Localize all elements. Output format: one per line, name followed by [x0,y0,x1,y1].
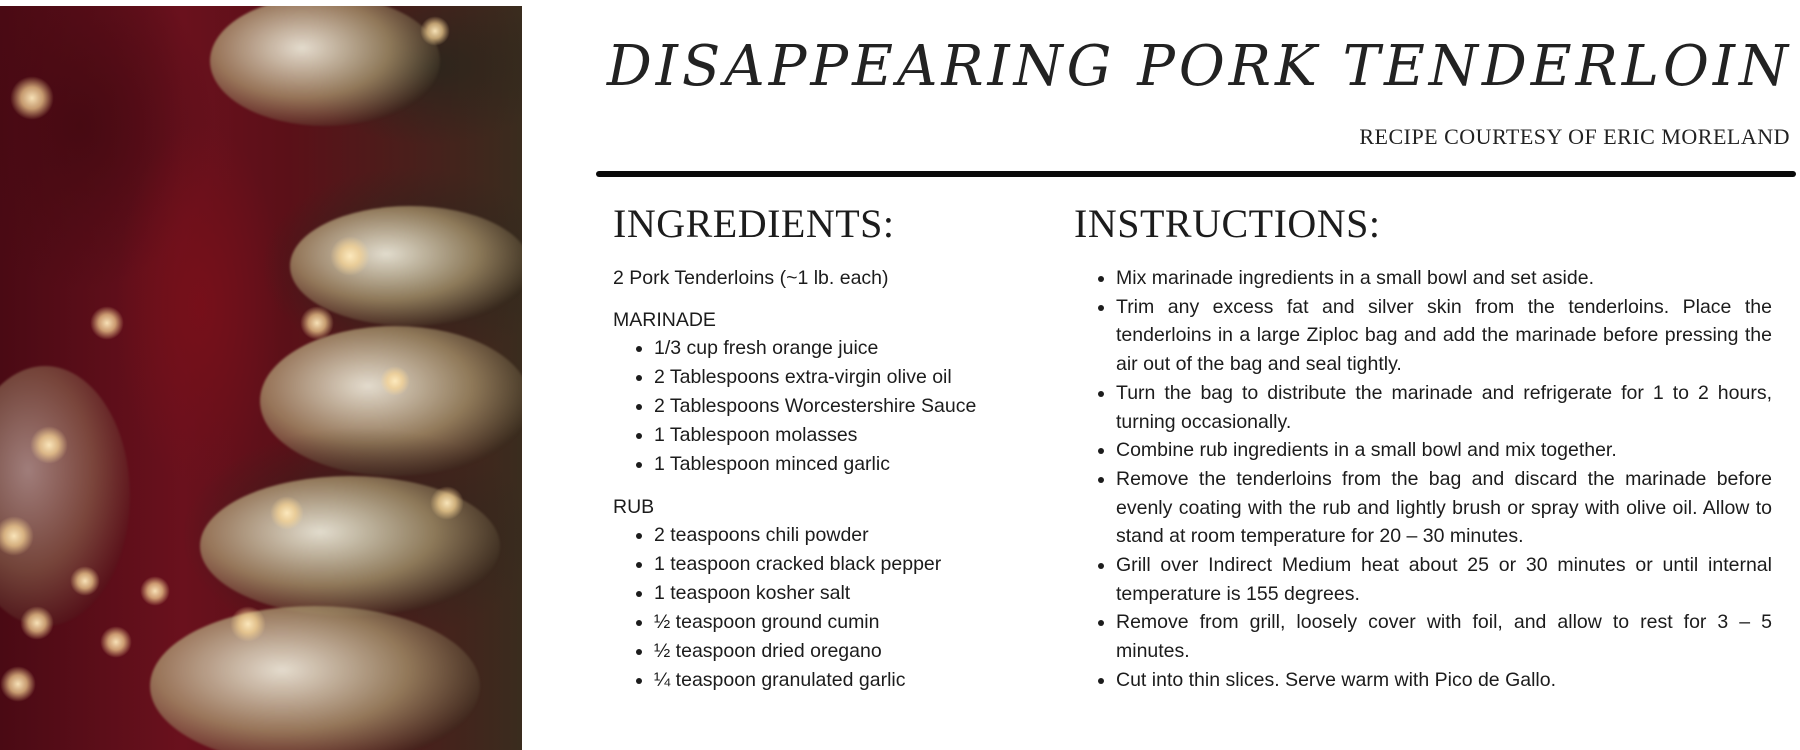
instruction-step: • Remove the tenderloins from the bag and discard the marinade before evenly coating with the rub and lightly brush or spray with olive oil. Allow to stand at room temperature for 20 – 30 minutes. [1116,465,1772,551]
marinade-item: • 1 Tablespoon molasses [654,421,1053,450]
marinade-item: • 1 Tablespoon minced garlic [654,450,1053,479]
marinade-item: • 1/3 cup fresh orange juice [654,334,1053,363]
instruction-step: • Combine rub ingredients in a small bowl and mix together. [1116,436,1772,465]
rub-item: • 2 teaspoons chili powder [654,521,1053,550]
recipe-title: DISAPPEARING PORK TENDERLOIN [606,34,1792,99]
marinade-label: MARINADE [613,309,716,331]
marinade-item: • 2 Tablespoons Worcestershire Sauce [654,392,1053,421]
instruction-step: • Turn the bag to distribute the marinade and refrigerate for 1 to 2 hours, turning occasionally. [1116,379,1772,436]
rub-item: • 1 teaspoon kosher salt [654,579,1053,608]
instruction-step: • Remove from grill, loosely cover with foil, and allow to rest for 3 – 5 minutes. [1116,608,1772,665]
ingredients-section [613,200,1053,709]
marinade-list [613,334,1053,479]
instructions-section [1074,200,1772,695]
rub-list [613,521,1053,695]
rub-item: • ½ teaspoon ground cumin [654,608,1053,637]
rub-item: • ½ teaspoon dried oregano [654,637,1053,666]
recipe-courtesy: RECIPE COURTESY OF ERIC MORELAND [1359,124,1790,149]
instruction-step: • Trim any excess fat and silver skin from the tenderloins. Place the tenderloins in a large Ziploc bag and add the marinade before pressing the air out of the bag and seal tightly. [1116,293,1772,379]
instruction-step: • Grill over Indirect Medium heat about 25 or 30 minutes or until internal temperature is 155 degrees. [1116,551,1772,608]
header-divider [596,171,1796,177]
christmas-tree-photo [0,6,522,750]
instruction-step: • Cut into thin slices. Serve warm with Pico de Gallo. [1116,666,1772,695]
ingredients-heading: INGREDIENTS: [613,201,895,246]
rub-label: RUB [613,496,655,518]
rub-item: • ¼ teaspoon granulated garlic [654,666,1053,695]
instructions-heading: INSTRUCTIONS: [1074,201,1381,246]
marinade-item: • 2 Tablespoons extra-virgin olive oil [654,363,1053,392]
instructions-list [1074,264,1772,695]
main-ingredient: 2 Pork Tenderloins (~1 lb. each) [613,267,889,289]
instruction-step: • Mix marinade ingredients in a small bowl and set aside. [1116,264,1772,293]
rub-item: • 1 teaspoon cracked black pepper [654,550,1053,579]
